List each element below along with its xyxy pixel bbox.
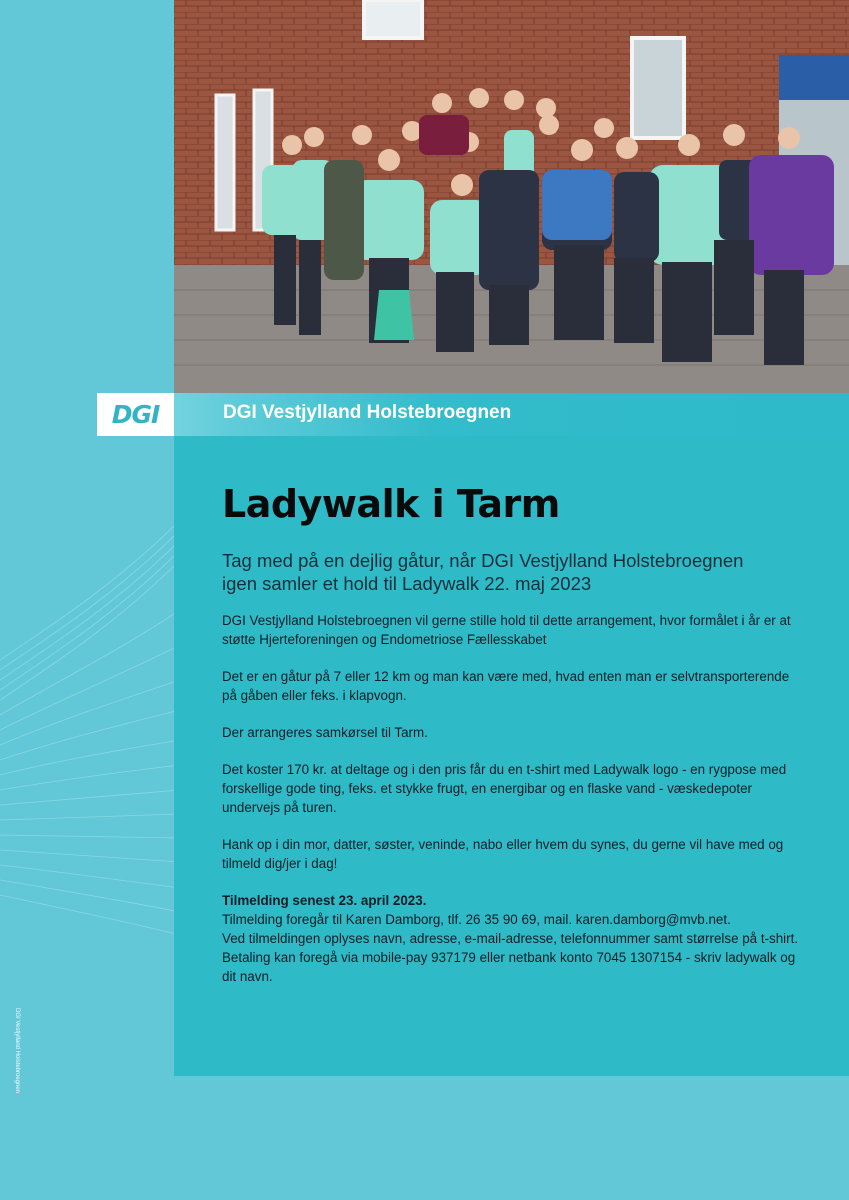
paragraph: Det koster 170 kr. at deltage og i den pris får du en t-shirt med Ladywalk logo - en rygpose med forskellige gode ting, feks. et stykke frugt, en energibar og en flaske vand - væskedepoter undervejs på turen. — [222, 762, 787, 815]
paragraph: Hank op i din mor, datter, søster, veninde, nabo eller hvem du synes, du gerne vil have med og tilmeld dig/jer i dag! — [222, 837, 784, 871]
signup-contact: Tilmelding foregår til Karen Damborg, tlf. 26 35 90 69, mail. karen.damborg@mvb.net. — [222, 912, 731, 927]
payment-info: Betaling kan foregå via mobile-pay 937179 eller netbank konto 7045 1307154 - skriv ladywalk og dit navn. — [222, 950, 796, 984]
dgi-logo-text: DGI — [111, 400, 160, 429]
signup-requirements: Ved tilmeldingen oplyses navn, adresse, e-mail-adresse, telefonnummer samt størrelse på t-shirt. — [222, 931, 799, 946]
page-title: Ladywalk i Tarm — [222, 482, 560, 526]
vertical-footer-text: DGI Vestjylland Holstebroegnen — [14, 1008, 20, 1094]
group-photo — [174, 0, 849, 393]
dgi-logo — [97, 393, 174, 436]
paragraph: Det er en gåtur på 7 eller 12 km og man kan være med, hvad enten man er selvtransporterende på gåben eller feks. i klapvogn. — [222, 669, 790, 703]
paragraph: DGI Vestjylland Holstebroegnen vil gerne stille hold til dette arrangement, hvor formålet i år er at støtte Hjerteforeningen og Endometriose Fællesskabet — [222, 613, 791, 647]
paragraph: Der arrangeres samkørsel til Tarm. — [222, 725, 428, 740]
subtitle: Tag med på en dejlig gåtur, når DGI Vestjylland Holstebroegnen igen samler et hold til Ladywalk 22. maj 2023 — [222, 550, 744, 594]
organization-name: DGI Vestjylland Holstebroegnen — [223, 402, 512, 423]
decorative-wave-lines — [0, 500, 180, 940]
group-photo-icon — [174, 0, 849, 393]
article-body — [222, 611, 802, 986]
signup-deadline: Tilmelding senest 23. april 2023. — [222, 893, 427, 908]
